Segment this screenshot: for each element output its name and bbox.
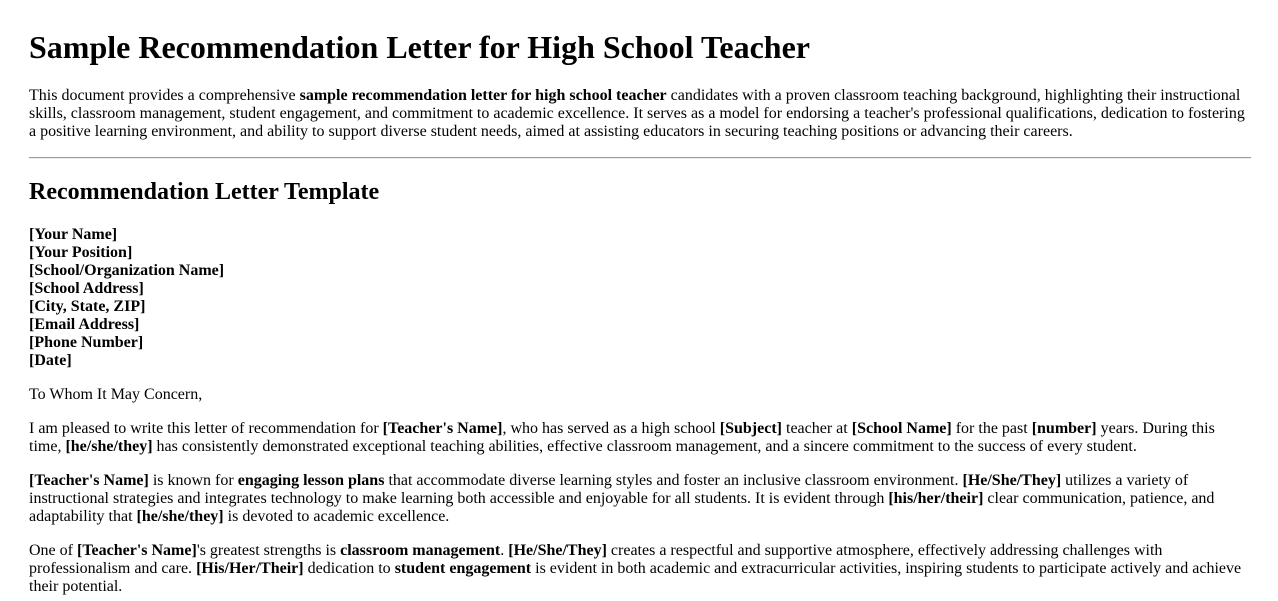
letter-paragraph-2: [Teacher's Name] is known for engaging lesson plans that accommodate diverse learning styles and foster an inclusive classroom environment. [He/She/They] utilizes a variety of instructional strategies and integrates technology to make learning both accessible and enjoyable for all students. It is evident through [his/her/their] clear communication, patience, and adaptability that [he/she/they] is devoted to academic excellence. <box>29 472 1215 526</box>
page-title: Sample Recommendation Letter for High School Teacher <box>29 29 810 65</box>
sender-info-block: [Your Name] [Your Position] [School/Organization Name] [School Address] [City, State, ZIP] [Email Address] [Phone Number] [Date] <box>29 226 225 370</box>
section-divider <box>29 157 1251 159</box>
intro-paragraph: This document provides a comprehensive sample recommendation letter for high school teacher candidates with a proven classroom teaching background, highlighting their instructional skills, classroom management, student engagement, and commitment to academic excellence. It serves as a model for endorsing a teacher's professional qualifications, dedication to fostering a positive learning environment, and ability to support diverse student needs, aimed at assisting educators in securing teaching positions or advancing their careers. <box>29 86 1245 140</box>
letter-paragraph-1: I am pleased to write this letter of recommendation for [Teacher's Name], who has served as a high school [Subject] teacher at [School Name] for the past [number] years. During this time, [he/she/they] has consistently demonstrated exceptional teaching abilities, effective classroom management, and a sincere commitment to the success of every student. <box>29 420 1215 456</box>
section-heading: Recommendation Letter Template <box>29 178 380 205</box>
salutation: To Whom It May Concern, <box>29 386 203 404</box>
letter-paragraph-3: One of [Teacher's Name]'s greatest strengths is classroom management. [He/She/They] creates a respectful and supportive atmosphere, effectively addressing challenges with professionalism and care. [His/Her/Their] dedication to student engagement is evident in both academic and extracurricular activities, inspiring students to participate actively and achieve their potential. <box>29 542 1242 596</box>
